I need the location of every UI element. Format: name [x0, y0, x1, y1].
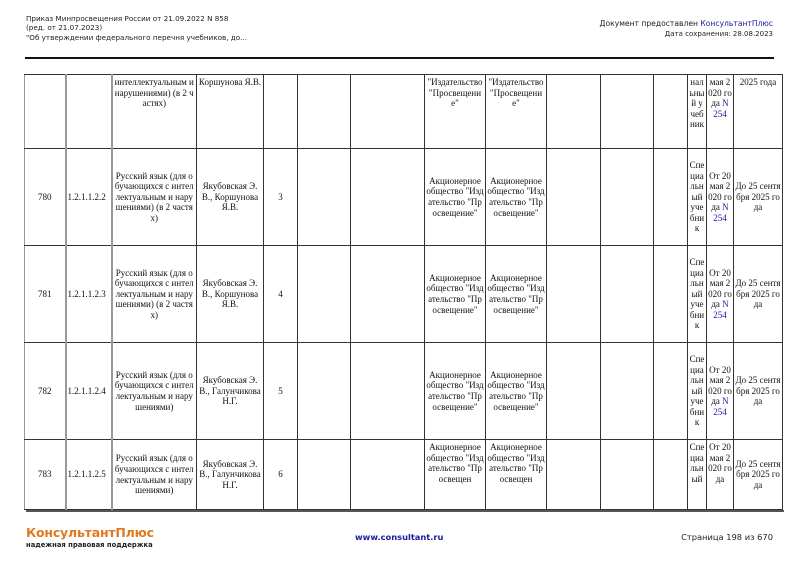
order-link[interactable]: N 254 — [713, 396, 729, 417]
empty-cell — [601, 343, 654, 440]
grade: 6 — [264, 440, 298, 510]
row-number: 781 — [25, 246, 66, 343]
textbook-title: Русский язык (для обучающихся с интеллектуальным и нарушениями) (в 2 частях) — [112, 246, 197, 343]
row-number — [25, 75, 66, 149]
order-title: Приказ Минпросвещения России от 21.09.2022 N 858 — [26, 14, 229, 23]
order-link[interactable]: N 254 — [713, 299, 729, 320]
empty-cell — [298, 75, 351, 149]
textbook-authors: Коршунова Я.В. — [197, 75, 264, 149]
order-reference — [707, 343, 734, 440]
consultant-brand-link[interactable]: КонсультантПлюс — [700, 19, 773, 28]
empty-cell — [351, 75, 425, 149]
textbook-title: Русский язык (для обучающихся с интеллектуальным и нарушениями) — [112, 440, 197, 510]
order-reference — [707, 149, 734, 246]
grade: 4 — [264, 246, 298, 343]
order-date: От 20 мая 2020 года — [708, 364, 732, 407]
empty-cell — [547, 149, 601, 246]
order-reference — [707, 75, 734, 149]
save-date: Дата сохранения: 28.08.2023 — [664, 30, 773, 38]
empty-cell — [351, 440, 425, 510]
table-row — [25, 440, 783, 510]
row-code: 1.2.1.1.2.4 — [66, 343, 112, 440]
empty-cell — [654, 149, 688, 246]
header-divider — [374, 57, 774, 59]
row-code: 1.2.1.1.2.3 — [66, 246, 112, 343]
empty-cell — [298, 149, 351, 246]
order-date: мая 2020 года — [708, 77, 732, 109]
publisher-alt: Акционерное общество "Издательство "Просвещение" — [486, 149, 547, 246]
provided-by-label: Документ предоставлен — [599, 19, 701, 28]
empty-cell — [351, 246, 425, 343]
empty-cell — [351, 343, 425, 440]
empty-cell — [298, 343, 351, 440]
order-link[interactable]: N 254 — [713, 98, 729, 119]
row-code — [66, 75, 112, 149]
valid-until: До 25 сентября 2025 года — [734, 343, 783, 440]
grade: 3 — [264, 149, 298, 246]
empty-cell — [298, 440, 351, 510]
grade: 5 — [264, 343, 298, 440]
empty-cell — [351, 149, 425, 246]
empty-cell — [654, 75, 688, 149]
order-link[interactable]: N 254 — [713, 202, 729, 223]
textbook-type: Специальный учебник — [688, 149, 707, 246]
row-code: 1.2.1.1.2.2 — [66, 149, 112, 246]
table-row — [25, 149, 783, 246]
empty-cell — [601, 246, 654, 343]
header-divider — [25, 57, 374, 59]
publisher-alt: Акционерное общество "Издательство "Просвещение" — [486, 343, 547, 440]
empty-cell — [654, 440, 688, 510]
textbook-authors: Якубовская Э.В., Галунчикова Н.Г. — [197, 343, 264, 440]
empty-cell — [547, 246, 601, 343]
order-reference — [707, 440, 734, 510]
row-code: 1.2.1.1.2.5 — [66, 440, 112, 510]
page-counter: Страница 198 из 670 — [681, 532, 773, 542]
logo-tagline: надежная правовая поддержка — [26, 541, 153, 549]
textbook-title: Русский язык (для обучающихся с интеллектуальным и нарушениями) — [112, 343, 197, 440]
table-bottom-border — [26, 510, 784, 512]
row-number: 780 — [25, 149, 66, 246]
document-subject: "Об утверждении федерального перечня учебников, до... — [26, 32, 247, 42]
order-date: От 20 мая 2020 года — [708, 442, 732, 484]
publisher: "Издательство "Просвещение" — [425, 75, 486, 149]
row-number: 782 — [25, 343, 66, 440]
empty-cell — [547, 343, 601, 440]
textbook-authors: Якубовская Э.В., Коршунова Я.В. — [197, 149, 264, 246]
empty-cell — [547, 440, 601, 510]
empty-cell — [601, 75, 654, 149]
publisher: Акционерное общество "Издательство "Просвещен — [425, 440, 486, 510]
empty-cell — [298, 246, 351, 343]
consultant-plus-logo: КонсультантПлюс — [26, 525, 154, 540]
textbook-type: Специальный учебник — [688, 343, 707, 440]
row-number: 783 — [25, 440, 66, 510]
textbook-title: интеллектуальным и нарушениями) (в 2 частях) — [112, 75, 197, 149]
textbook-type: Специальный — [688, 440, 707, 510]
document-header-info — [26, 14, 247, 42]
empty-cell — [654, 246, 688, 343]
valid-until: 2025 года — [734, 75, 783, 149]
textbook-type: Специальный учебник — [688, 246, 707, 343]
order-date: От 20 мая 2020 года — [708, 267, 732, 310]
order-date: От 20 мая 2020 года — [708, 170, 732, 213]
empty-cell — [654, 343, 688, 440]
publisher: Акционерное общество "Издательство "Просвещение" — [425, 343, 486, 440]
table-row — [25, 75, 783, 149]
publisher-alt: "Издательство "Просвещение" — [486, 75, 547, 149]
table-row — [25, 343, 783, 440]
publisher-alt: Акционерное общество "Издательство "Просвещение" — [486, 246, 547, 343]
textbook-authors: Якубовская Э.В., Галунчикова Н.Г. — [197, 440, 264, 510]
publisher-alt: Акционерное общество "Издательство "Просвещен — [486, 440, 547, 510]
table-row — [25, 246, 783, 343]
publisher: Акционерное общество "Издательство "Просвещение" — [425, 149, 486, 246]
empty-cell — [547, 75, 601, 149]
empty-cell — [601, 149, 654, 246]
grade — [264, 75, 298, 149]
document-provider-info — [600, 19, 773, 39]
textbook-type: нальный учебник — [688, 75, 707, 149]
revision-date: (ред. от 21.07.2023) — [26, 23, 103, 33]
textbook-table — [24, 74, 783, 510]
valid-until: До 25 сентября 2025 года — [734, 149, 783, 246]
valid-until: До 25 сентября 2025 года — [734, 440, 783, 510]
order-reference — [707, 246, 734, 343]
publisher: Акционерное общество "Издательство "Просвещение" — [425, 246, 486, 343]
website-link[interactable]: www.consultant.ru — [355, 532, 444, 542]
empty-cell — [601, 440, 654, 510]
textbook-authors: Якубовская Э.В., Коршунова Я.В. — [197, 246, 264, 343]
valid-until: До 25 сентября 2025 года — [734, 246, 783, 343]
textbook-title: Русский язык (для обучающихся с интеллектуальным и нарушениями) (в 2 частях) — [112, 149, 197, 246]
